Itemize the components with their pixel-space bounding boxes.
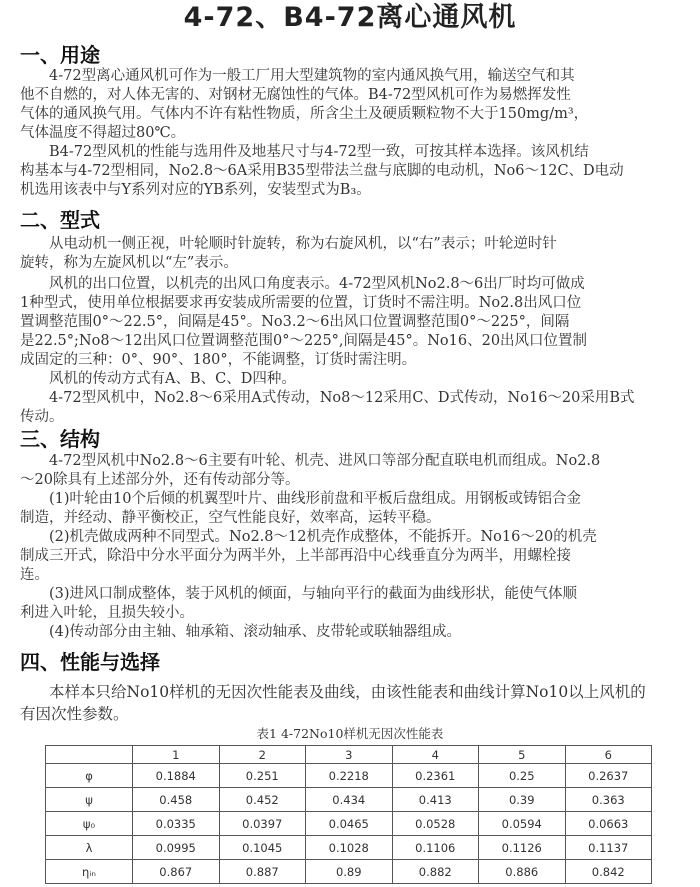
paragraph bbox=[20, 490, 692, 528]
table-cell: 0.452 bbox=[219, 788, 306, 812]
paragraph-line: B4-72型风机的性能与选用件及地基尺寸与4-72型一致，可按其样本选择。该风机结 bbox=[49, 144, 589, 160]
paragraph-line: 4-72型离心通风机可作为一般工厂用大型建筑物的室内通风换气用，输送空气和其 bbox=[49, 68, 575, 84]
column-header: 4 bbox=[392, 746, 479, 764]
paragraph-line: 利进入叶轮，且损失较小。 bbox=[20, 605, 194, 621]
table-cell: 0.1028 bbox=[306, 836, 393, 860]
paragraph-line: 4-72型风机中，No2.8～6采用A式传动，No8～12采用C、D式传动，No16～20采用B式 bbox=[49, 390, 635, 406]
paragraph-line: 传动。 bbox=[20, 409, 64, 425]
paragraph bbox=[20, 452, 692, 490]
table-cell: 0.0397 bbox=[219, 812, 306, 836]
paragraph bbox=[20, 681, 692, 725]
paragraph bbox=[20, 585, 692, 623]
paragraph-line: (2)机壳做成两种不同型式。No2.8～12机壳作成整体，不能拆开。No16～20的机壳 bbox=[49, 529, 597, 545]
table-cell: 0.887 bbox=[219, 860, 306, 884]
table-cell: 0.1045 bbox=[219, 836, 306, 860]
paragraph-line: 构基本与4-72型相同，No2.8～6A采用B35型带法兰盘与底脚的电动机，No6～12C、D电动 bbox=[20, 163, 624, 179]
paragraph-line: 4-72型风机中No2.8～6主要有叶轮、机壳、进风口等部分配直联电机而组成。No2.8 bbox=[49, 453, 601, 469]
paragraph-line: 风机的出口位置，以机壳的出风口角度表示。4-72型风机No2.8～6出厂时均可做成 bbox=[49, 276, 585, 292]
section-heading: 一、用途 bbox=[20, 43, 100, 67]
table-cell: 0.251 bbox=[219, 764, 306, 788]
paragraph bbox=[20, 528, 692, 585]
table-cell: 0.867 bbox=[133, 860, 220, 884]
row-label: ψ₀ bbox=[46, 812, 133, 836]
paragraph bbox=[20, 67, 692, 143]
row-label: φ bbox=[46, 764, 133, 788]
column-header: 6 bbox=[565, 746, 652, 764]
paragraph bbox=[20, 389, 692, 427]
paragraph-line: (4)传动部分由主轴、轴承箱、滚动轴承、皮带轮或联轴器组成。 bbox=[49, 624, 462, 640]
paragraph-line: 置调整范围0°～22.5°，间隔是45°。No3.2～6出风口位置调整范围0°～225°，间隔 bbox=[20, 314, 570, 330]
paragraph-line: 制造，并经动、静平衡校正，空气性能良好，效率高，运转平稳。 bbox=[20, 510, 441, 526]
column-header: 2 bbox=[219, 746, 306, 764]
table-cell: 0.458 bbox=[133, 788, 220, 812]
table-cell: 0.2637 bbox=[565, 764, 652, 788]
table-header-row bbox=[46, 746, 652, 764]
paragraph-line: (1)叶轮由10个后倾的机翼型叶片、曲线形前盘和平板后盘组成。用钢板或铸铝合金 bbox=[49, 491, 581, 507]
table-cell: 0.434 bbox=[306, 788, 393, 812]
section-heading: 三、结构 bbox=[20, 427, 100, 451]
section-heading: 二、型式 bbox=[20, 208, 100, 232]
column-header: 1 bbox=[133, 746, 220, 764]
row-label: λ bbox=[46, 836, 133, 860]
table-caption: 表1 4-72No10样机无因次性能表 bbox=[256, 726, 444, 741]
performance-table bbox=[45, 745, 652, 884]
paragraph bbox=[20, 623, 692, 642]
table-row bbox=[46, 788, 652, 812]
table-cell: 0.2218 bbox=[306, 764, 393, 788]
paragraph-line: 本样本只给No10样机的无因次性能表及曲线，由该性能表和曲线计算No10以上风机的 bbox=[49, 683, 646, 701]
row-label: ηᵢₙ bbox=[46, 860, 133, 884]
paragraph-line: 从电动机一侧正视，叶轮顺时针旋转，称为右旋风机，以“右”表示；叶轮逆时针 bbox=[49, 236, 557, 252]
table-cell: 0.89 bbox=[306, 860, 393, 884]
paragraph-line: 1种型式，使用单位根据要求再安装成所需要的位置，订货时不需注明。No2.8出风口位 bbox=[20, 295, 582, 311]
column-header: 5 bbox=[479, 746, 566, 764]
table-cell: 0.363 bbox=[565, 788, 652, 812]
paragraph bbox=[20, 143, 692, 200]
paragraph-line: 连。 bbox=[20, 567, 49, 583]
table-cell: 0.842 bbox=[565, 860, 652, 884]
paragraph-line: 制成三开式，除沿中分水平面分为两半外，上半部再沿中心线垂直分为两半，用螺栓接 bbox=[20, 548, 571, 564]
paragraph-line: 旋转，称为左旋风机以“左”表示。 bbox=[20, 255, 238, 271]
paragraph bbox=[20, 235, 692, 273]
table-cell: 0.39 bbox=[479, 788, 566, 812]
table-cell: 0.0663 bbox=[565, 812, 652, 836]
table-row bbox=[46, 764, 652, 788]
section-heading: 四、性能与选择 bbox=[20, 650, 160, 674]
table-cell: 0.2361 bbox=[392, 764, 479, 788]
table-cell: 0.1106 bbox=[392, 836, 479, 860]
table-cell: 0.0465 bbox=[306, 812, 393, 836]
paragraph bbox=[20, 275, 692, 370]
paragraph-line: 是22.5°;No8～12出风口位置调整范围0°～225°,间隔是45°。No16、20出风口位置制 bbox=[20, 333, 588, 349]
table-row bbox=[46, 860, 652, 884]
column-header: 3 bbox=[306, 746, 393, 764]
page-title: 4-72、B4-72离心通风机 bbox=[183, 2, 517, 33]
table-cell: 0.0594 bbox=[479, 812, 566, 836]
table-cell: 0.0335 bbox=[133, 812, 220, 836]
paragraph-line: (3)进风口制成整体，装于风机的倾面，与轴向平行的截面为曲线形状，能使气体顺 bbox=[49, 586, 578, 602]
table-cell: 0.413 bbox=[392, 788, 479, 812]
table-cell: 0.886 bbox=[479, 860, 566, 884]
table-cell: 0.1884 bbox=[133, 764, 220, 788]
paragraph-line: 气体温度不得超过80℃。 bbox=[20, 125, 186, 141]
paragraph-line: 风机的传动方式有A、B、C、D四种。 bbox=[49, 371, 296, 387]
paragraph-line: 他不自燃的，对人体无害的、对钢材无腐蚀性的气体。B4-72型风机可作为易燃挥发性 bbox=[20, 87, 571, 103]
table-cell: 0.0528 bbox=[392, 812, 479, 836]
table-cell: 0.1137 bbox=[565, 836, 652, 860]
table-cell: 0.1126 bbox=[479, 836, 566, 860]
table-cell: 0.25 bbox=[479, 764, 566, 788]
paragraph-line: 气体的通风换气用。气体内不许有粘性物质，所含尘土及硬质颗粒物不大于150mg/m³， bbox=[20, 106, 589, 122]
row-label: ψ bbox=[46, 788, 133, 812]
paragraph bbox=[20, 370, 692, 389]
paragraph-line: ～20除具有上述部分外，还有传动部分等。 bbox=[20, 472, 300, 488]
paragraph-line: 成固定的三种：0°、90°、180°，不能调整，订货时需注明。 bbox=[20, 352, 417, 368]
paragraph-line: 有因次性参数。 bbox=[20, 705, 129, 723]
table-cell: 0.882 bbox=[392, 860, 479, 884]
paragraph-line: 机选用该表中与Y系列对应的YB系列，安装型式为B₃。 bbox=[20, 182, 371, 198]
table-cell: 0.0995 bbox=[133, 836, 220, 860]
column-header bbox=[46, 746, 133, 764]
table-row bbox=[46, 836, 652, 860]
table-row bbox=[46, 812, 652, 836]
